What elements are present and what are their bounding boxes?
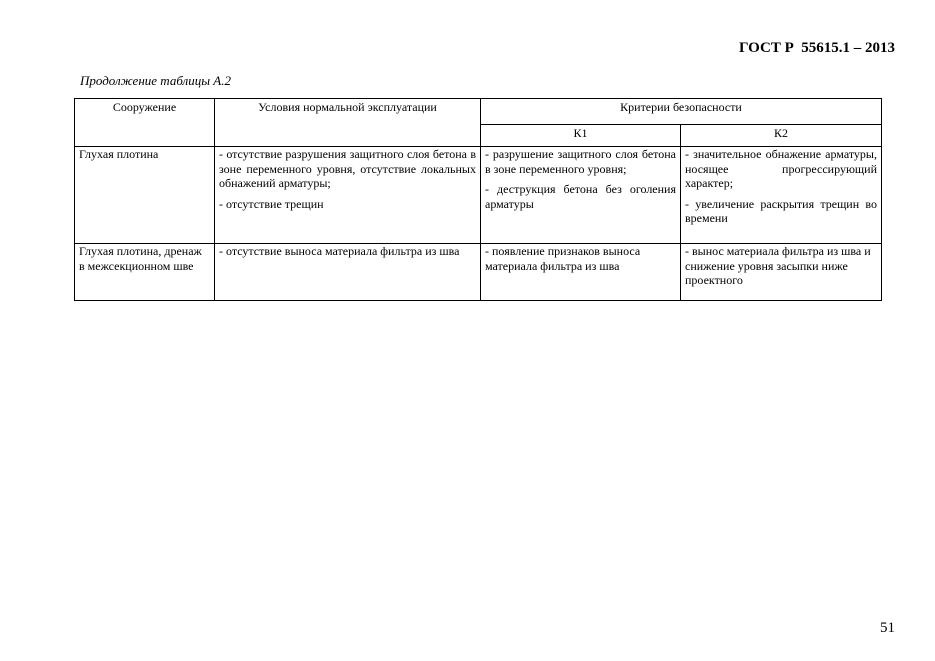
column-header-safety-criteria: Критерии безопасности: [481, 99, 882, 125]
column-header-k2: К2: [681, 125, 882, 147]
cell-paragraph: - разрушение защитного слоя бетона в зоне переменного уровня;: [485, 147, 676, 176]
k2-criteria-cell: [681, 244, 882, 301]
k1-criteria-cell: [481, 147, 681, 244]
cell-paragraph: - увеличение раскрытия трещин во времени: [685, 196, 877, 225]
column-header-k1: К1: [481, 125, 681, 147]
cell-paragraph: - значительное обнажение арматуры, носящее прогрессирующий характер;: [685, 147, 877, 190]
criteria-table: [74, 98, 882, 301]
table-row: [75, 244, 882, 301]
document-code: ГОСТ Р 55615.1 – 2013: [738, 40, 895, 56]
cell-paragraph: - вынос материала фильтра из шва и снижение уровня засыпки ниже проектного: [685, 244, 871, 287]
cell-paragraph: - деструкция бетона без оголения арматуры: [485, 182, 676, 211]
column-header-normal-conditions: Условия нормальной эксплуатации: [215, 99, 481, 147]
column-header-structure: Сооружение: [75, 99, 215, 147]
page-number: 51: [880, 620, 895, 636]
table-header-row: [75, 99, 882, 125]
cell-paragraph: - отсутствие выноса материала фильтра из шва: [219, 244, 460, 258]
k1-criteria-cell: [481, 244, 681, 301]
structure-cell: Глухая плотина: [75, 147, 215, 244]
cell-paragraph: - появление признаков выноса материала фильтра из шва: [485, 244, 641, 273]
cell-paragraph: - отсутствие трещин: [219, 196, 324, 211]
k2-criteria-cell: [681, 147, 882, 244]
structure-cell: Глухая плотина, дренаж в межсекционном шве: [75, 244, 215, 301]
normal-conditions-cell: [215, 147, 481, 244]
table-row: [75, 147, 882, 244]
normal-conditions-cell: [215, 244, 481, 301]
table-caption: Продолжение таблицы А.2: [80, 73, 231, 88]
cell-paragraph: - отсутствие разрушения защитного слоя бетона в зоне переменного уровня, отсутствие локальных обнажений арматуры;: [219, 147, 476, 190]
